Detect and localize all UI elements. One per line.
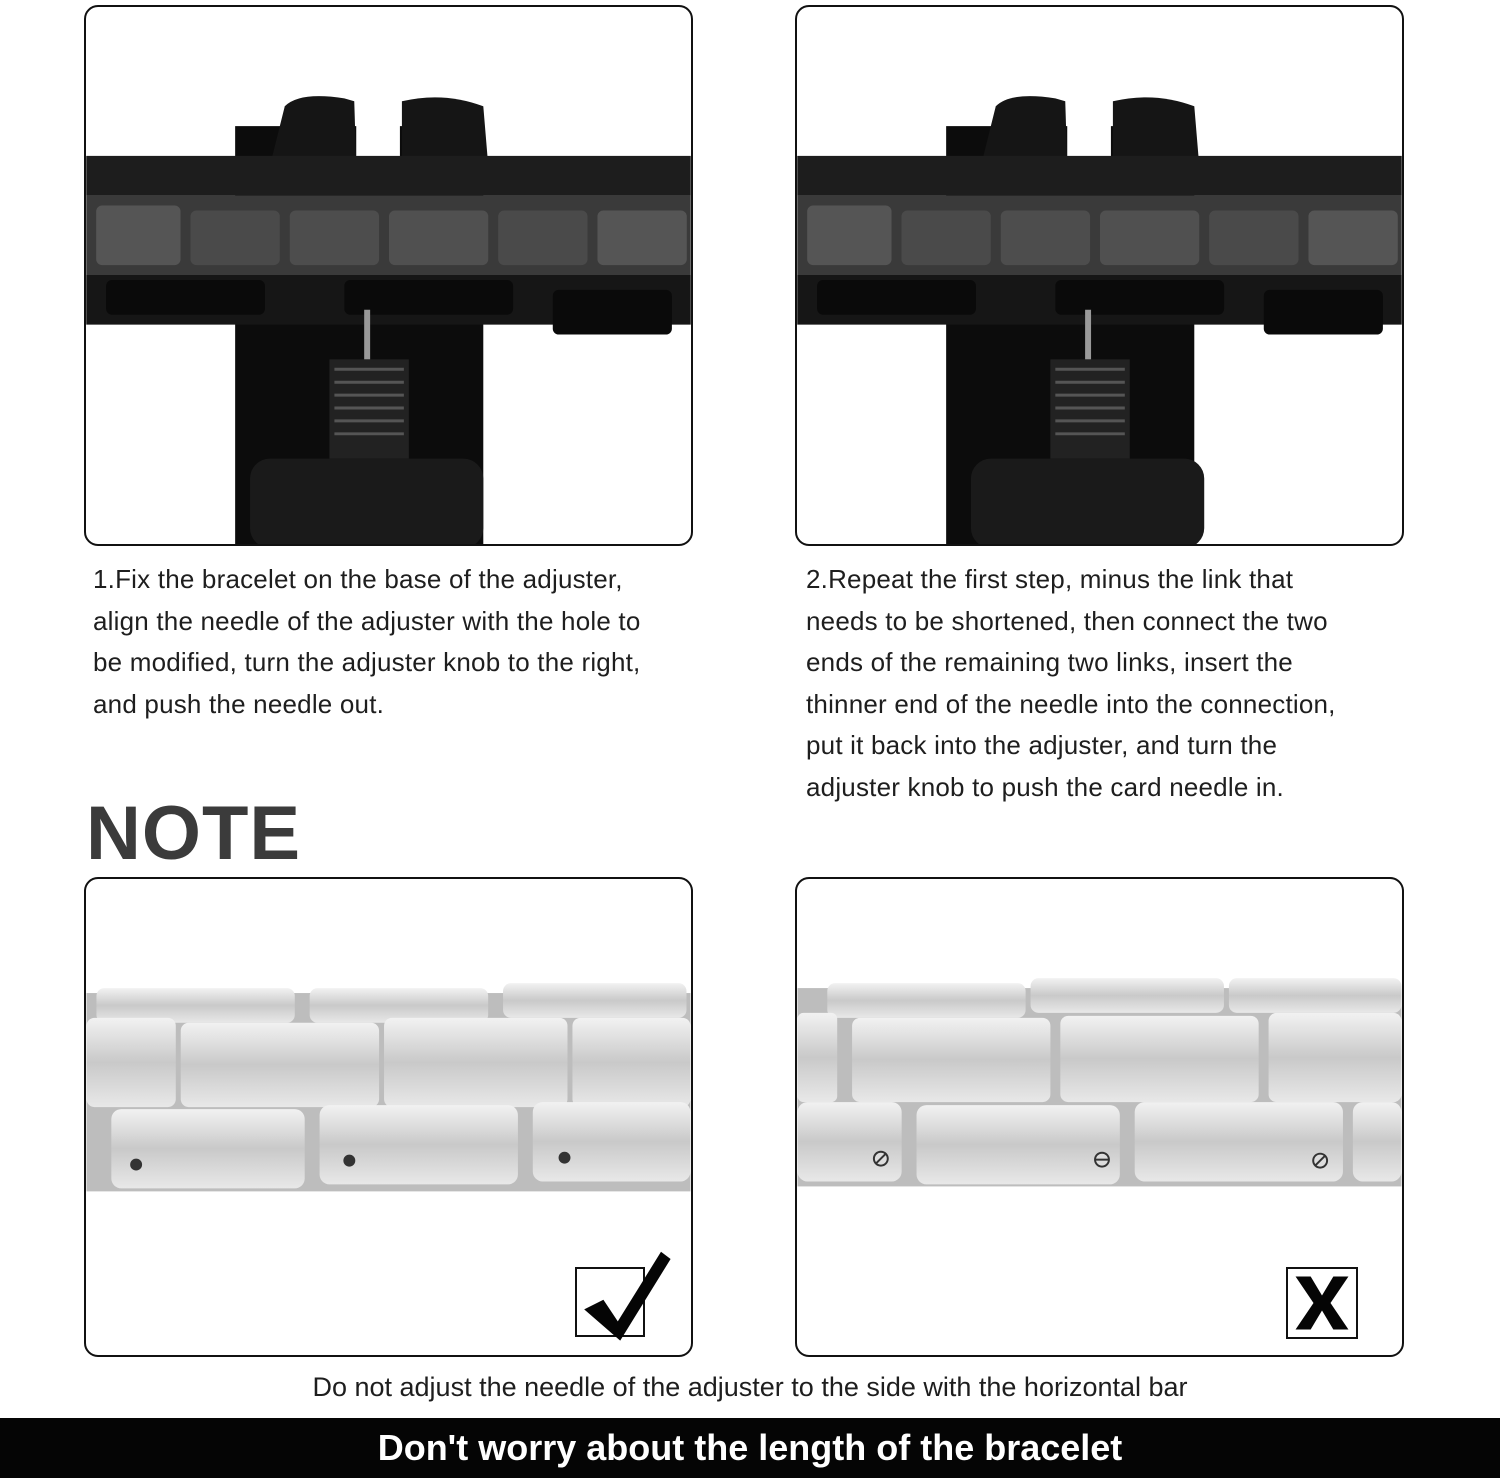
step1-line: align the needle of the adjuster with the hole to [93,605,641,636]
caution-text: Do not adjust the needle of the adjuster to the side with the horizontal bar [312,1372,1188,1402]
step2-line: 2.Repeat the first step, minus the link that [806,564,1294,594]
checkmark-box-icon [575,1267,645,1337]
step2-line: thinner end of the needle into the connection, [806,688,1336,719]
step2-photo-panel [795,5,1404,546]
step2-line: needs to be shortened, then connect the two [806,605,1328,636]
step2-instructions [806,559,1426,808]
step2-line: adjuster knob to push the card needle in. [806,771,1284,802]
step1-line: 1.Fix the bracelet on the base of the adjuster, [93,564,623,594]
note-heading: NOTE [86,791,302,876]
adjuster-tool-black-bracelet-image-2 [797,7,1402,544]
bottom-banner [0,1418,1500,1478]
step1-instructions [93,559,733,725]
correct-example-panel [84,877,693,1357]
banner-text: Don't worry about the length of the bracelet [377,1427,1123,1468]
x-box-icon [1286,1267,1358,1339]
step1-photo-panel [84,5,693,546]
step1-line: and push the needle out. [93,688,385,719]
step2-line: put it back into the adjuster, and turn the [806,730,1278,760]
step1-line: be modified, turn the adjuster knob to the right, [93,647,641,677]
adjuster-tool-black-bracelet-image [86,7,691,544]
wrong-example-panel [795,877,1404,1357]
step2-line: ends of the remaining two links, insert the [806,647,1293,677]
